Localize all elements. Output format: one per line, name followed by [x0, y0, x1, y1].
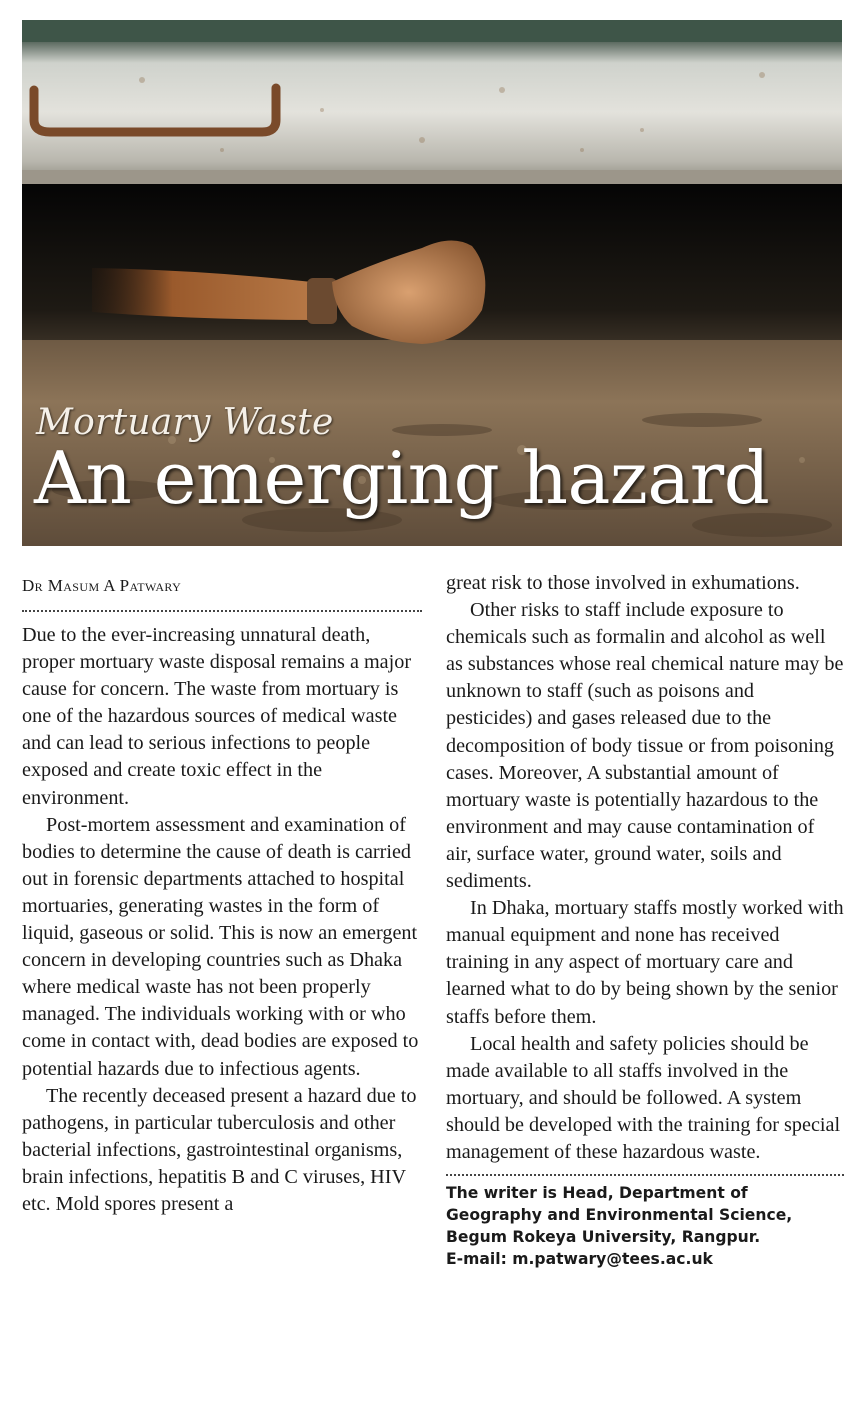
paragraph-5: In Dhaka, mortuary staffs mostly worked with manual equipment and none has received training in any aspect of mortuary care and learned what to do by being shown by the senior staffs before them. [446, 897, 844, 1028]
byline-divider [22, 610, 422, 612]
byline: Dr Masum A Patwary [22, 576, 182, 595]
paragraph-4: Other risks to staff include exposure to chemicals such as formalin and alcohol as well as substances whose real chemical nature may be unknown to staff (such as poisons and pesticides) and gases released due to the decomposition of body tissue or from poisoning cases. Moreover, A substantial amount of mortuary waste is potentially hazardous to the environment and may cause contamination of air, surface water, ground water, soils and sediments. [446, 599, 844, 893]
left-column [22, 570, 422, 1218]
paragraph-3-continued: great risk to those involved in exhumations. [446, 572, 800, 594]
bio-line: Geography and Environmental Science, [446, 1206, 793, 1225]
bio-line: Begum Rokeya University, Rangpur. [446, 1228, 761, 1247]
paragraph-2: Post-mortem assessment and examination of bodies to determine the cause of death is carried out in forensic departments attached to hospital mortuaries, generating wastes in the form of liquid, gaseous or solid. This is now an emergent concern in developing countries such as Dhaka where medical waste has not been properly managed. The individuals working with or who come in contact with, dead bodies are exposed to potential hazards due to infectious agents. [22, 813, 419, 1080]
paragraph-6: Local health and safety policies should be made available to all staffs involved in the mortuary, and should be followed. A system should be developed with the training for special management of these hazardous waste. [446, 1032, 841, 1163]
hero-photo [22, 20, 842, 546]
right-column [446, 570, 844, 1270]
article-headline: An emerging hazard [34, 436, 770, 520]
bio-line: The writer is Head, Department of [446, 1184, 748, 1203]
bio-divider [446, 1174, 844, 1176]
author-bio [446, 1182, 844, 1270]
paragraph-3: The recently deceased present a hazard due to pathogens, in particular tuberculosis and other bacterial infections, gastrointestinal organisms, brain infections, hepatitis B and C viruses, HIV etc. Mold spores present a [22, 1084, 417, 1215]
paragraph-1: Due to the ever-increasing unnatural death, proper mortuary waste disposal remains a major cause for concern. The waste from mortuary is one of the hazardous sources of medical waste and can lead to serious infections to people exposed and create toxic effect in the environment. [22, 624, 412, 809]
article-kicker: Mortuary Waste [36, 402, 334, 443]
bio-email: E-mail: m.patwary@tees.ac.uk [446, 1250, 713, 1269]
